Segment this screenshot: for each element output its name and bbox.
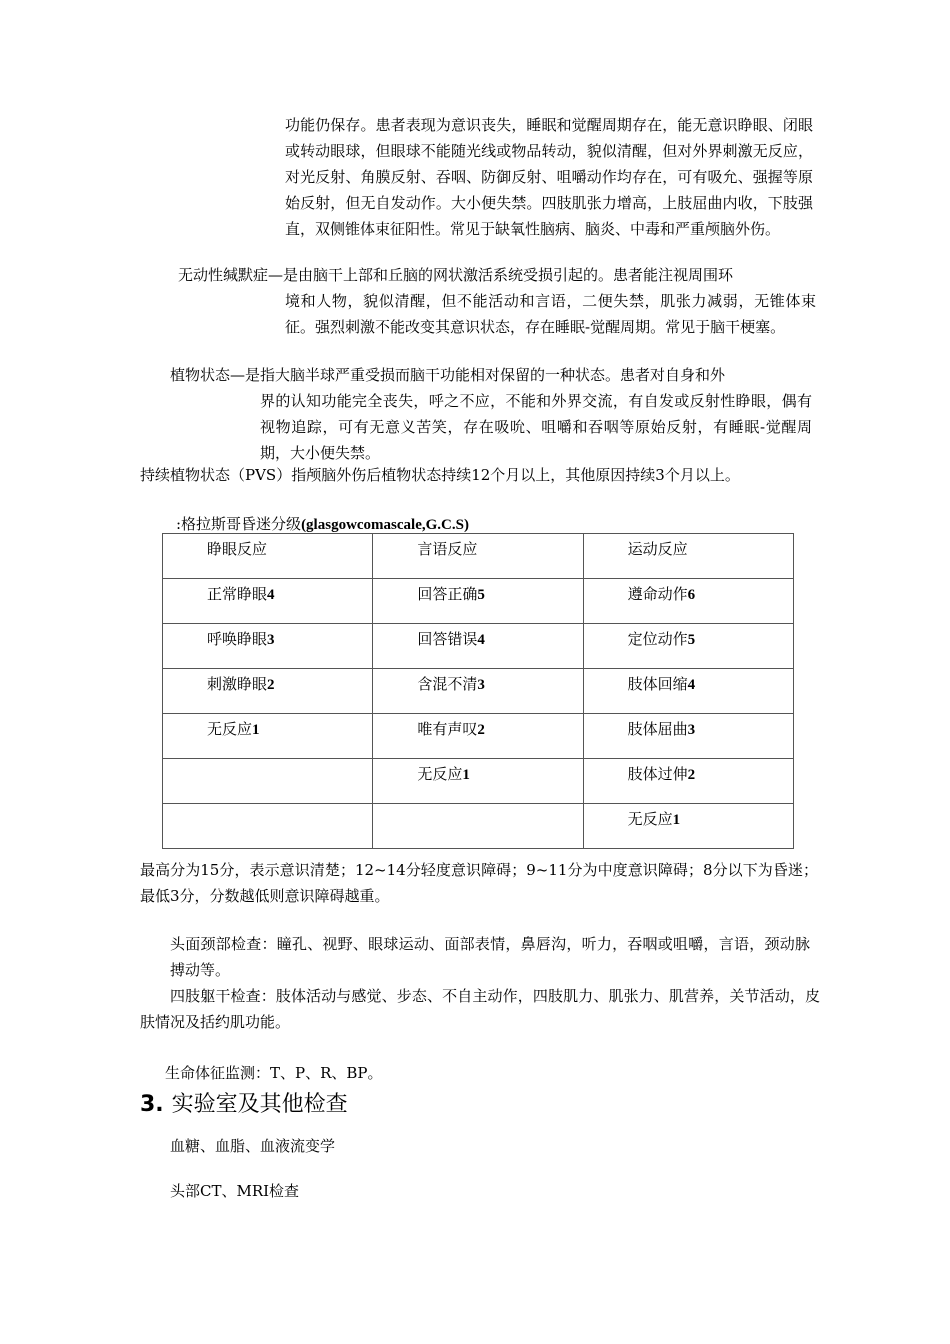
paragraph-vegetative-state xyxy=(170,362,812,466)
table-row xyxy=(163,804,794,849)
paragraph-vital-signs: 生命体征监测：T、P、R、BP。 xyxy=(165,1064,383,1082)
table-cell: 无反应1 xyxy=(373,759,583,804)
table-cell xyxy=(163,759,373,804)
header-eye-response: 睁眼反应 xyxy=(163,534,373,579)
header-motor-response: 运动反应 xyxy=(583,534,793,579)
table-cell: 遵命动作6 xyxy=(583,579,793,624)
gcs-caption-bold: (glasgowcomascale,G.C.S) xyxy=(301,517,469,533)
akinetic-mutism-first-line: 无动性缄默症—是由脑干上部和丘脑的网状激活系统受损引起的。患者能注视周围环 xyxy=(178,266,734,284)
table-cell: 肢体回缩4 xyxy=(583,669,793,714)
paragraph-head-neck-exam: 头面颈部检查：瞳孔、视野、眼球运动、面部表情，鼻唇沟，听力，吞咽或咀嚼，言语，颈动脉搏动等。 xyxy=(170,935,810,979)
akinetic-mutism-rest: 境和人物，貌似清醒，但不能活动和言语，二便失禁，肌张力减弱，无锥体束征。强烈刺激不能改变其意识状态，存在睡眠-觉醒周期。常见于脑干梗塞。 xyxy=(285,292,816,336)
section-heading-lab-tests xyxy=(140,1090,348,1120)
table-cell: 回答错误4 xyxy=(373,624,583,669)
table-row xyxy=(163,669,794,714)
section-number: 3. xyxy=(140,1092,164,1117)
paragraph-blood-tests: 血糖、血脂、血液流变学 xyxy=(170,1137,336,1155)
paragraph-vegetative-description: 功能仍保存。患者表现为意识丧失，睡眠和觉醒周期存在，能无意识睁眼、闭眼或转动眼球，但眼球不能随光线或物品转动，貌似清醒，但对外界刺激无反应，对光反射、角膜反射、吞咽、防御反射、咀嚼动作均存在，可有吸允、强握等原始反射，但无自发动作。大小便失禁。四肢肌张力增高，上肢屈曲内收，下肢强直，双侧锥体束征阳性。常见于缺氧性脑病、脑炎、中毒和严重颅脑外伤。 xyxy=(285,116,813,238)
vegetative-state-rest: 界的认知功能完全丧失，呼之不应，不能和外界交流，有自发或反射性睁眼，偶有视物追踪，可有无意义苦笑，存在吸吮、咀嚼和吞咽等原始反射，有睡眠-觉醒周期，大小便失禁。 xyxy=(260,392,812,462)
table-cell: 无反应1 xyxy=(583,804,793,849)
paragraph-pvs: 持续植物状态（PVS）指颅脑外伤后植物状态持续12个月以上，其他原因持续3个月以上。 xyxy=(140,466,740,484)
table-header-row xyxy=(163,534,794,579)
header-verbal-response: 言语反应 xyxy=(373,534,583,579)
table-cell: 正常睁眼4 xyxy=(163,579,373,624)
table-cell: 肢体过伸2 xyxy=(583,759,793,804)
table-cell xyxy=(163,804,373,849)
paragraph-akinetic-mutism xyxy=(178,262,816,340)
table-row xyxy=(163,624,794,669)
table-cell xyxy=(373,804,583,849)
table-row xyxy=(163,759,794,804)
table-cell: 无反应1 xyxy=(163,714,373,759)
section-title: 实验室及其他检查 xyxy=(171,1092,348,1117)
table-row xyxy=(163,579,794,624)
table-cell: 回答正确5 xyxy=(373,579,583,624)
table-cell: 定位动作5 xyxy=(583,624,793,669)
table-cell: 呼唤睁眼3 xyxy=(163,624,373,669)
table-row xyxy=(163,714,794,759)
paragraph-imaging: 头部CT、MRI检查 xyxy=(170,1182,300,1200)
gcs-table xyxy=(162,533,794,849)
vegetative-state-first-line: 植物状态—是指大脑半球严重受损而脑干功能相对保留的一种状态。患者对自身和外 xyxy=(170,366,726,384)
table-cell: 唯有声叹2 xyxy=(373,714,583,759)
paragraph-limb-trunk-exam: 四肢躯干检查：肢体活动与感觉、步态、不自主动作，四肢肌力、肌张力、肌营养，关节活动，皮肤情况及括约肌功能。 xyxy=(140,987,820,1031)
table-cell: 含混不清3 xyxy=(373,669,583,714)
paragraph-gcs-scoring: 最高分为15分，表示意识清楚；12~14分轻度意识障碍；9~11分为中度意识障碍；8分以下为昏迷；最低3分，分数越低则意识障碍越重。 xyxy=(140,861,818,905)
gcs-caption-prefix: :格拉斯哥昏迷分级 xyxy=(176,515,302,533)
table-cell: 肢体屈曲3 xyxy=(583,714,793,759)
table-cell: 刺激睁眼2 xyxy=(163,669,373,714)
